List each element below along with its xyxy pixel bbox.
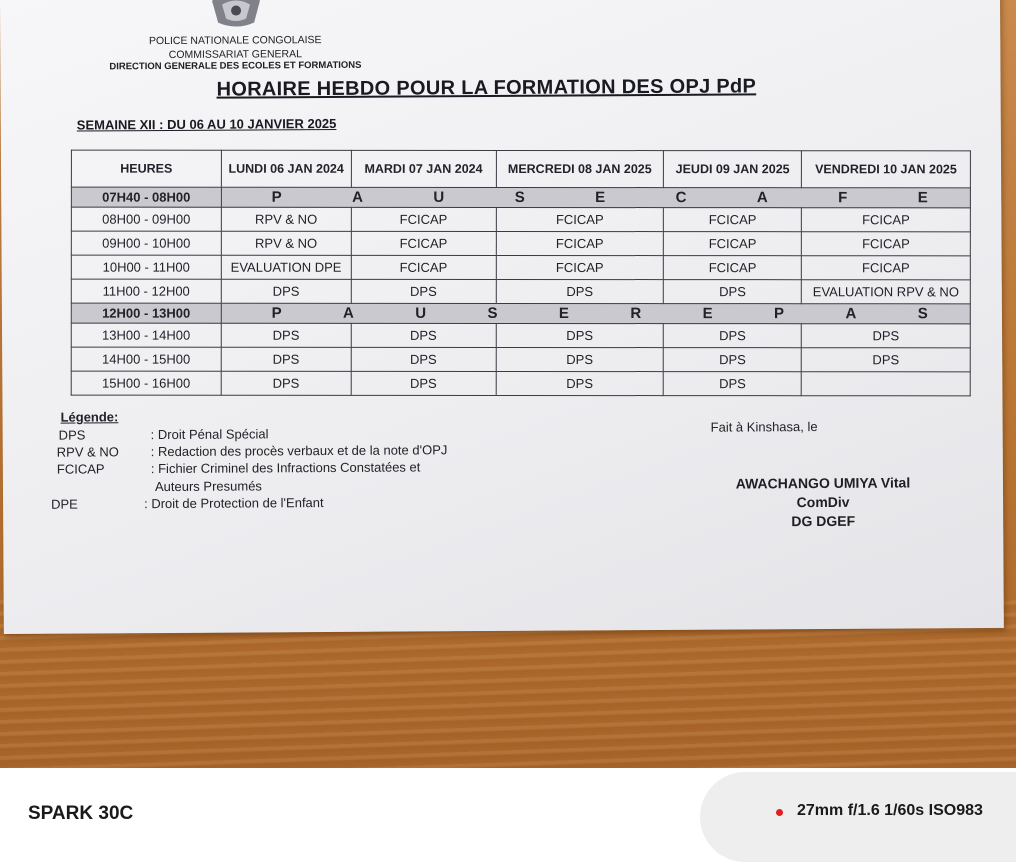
- pause-repas-letter: S: [917, 305, 930, 323]
- course-cell: [801, 372, 970, 396]
- column-header-tuesday: MARDI 07 JAN 2024: [351, 150, 496, 187]
- course-cell: DPS: [221, 279, 351, 303]
- pause-repas-time: 12H00 - 13H00: [71, 303, 221, 323]
- pause-cafe-letter: E: [595, 189, 608, 207]
- time-slot-cell: 09H00 - 10H00: [71, 231, 221, 255]
- course-cell: DPS: [664, 324, 802, 348]
- pause-cafe-letter: P: [271, 188, 284, 206]
- table-row: [71, 347, 970, 372]
- course-cell: RPV & NO: [221, 207, 351, 231]
- legend-key: RPV & NO: [56, 444, 119, 460]
- time-slot-cell: 10H00 - 11H00: [71, 255, 221, 279]
- course-cell: DPS: [496, 323, 664, 347]
- signatory-function: DG DGEF: [791, 512, 856, 530]
- pause-cafe-row: [71, 187, 970, 208]
- pause-repas-letter: P: [271, 304, 284, 322]
- column-header-hours: HEURES: [71, 150, 221, 187]
- course-cell: FCICAP: [496, 207, 664, 231]
- signatory-name: AWACHANGO UMIYA Vital: [735, 474, 911, 492]
- course-cell: DPS: [351, 371, 496, 395]
- legend-key: DPS: [58, 427, 86, 443]
- table-row: [71, 231, 970, 256]
- pause-repas-row: [71, 303, 970, 324]
- pause-cafe-time: 07H40 - 08H00: [71, 187, 221, 207]
- course-cell: FCICAP: [496, 255, 664, 279]
- pause-cafe-letter: S: [514, 188, 527, 206]
- table-row: [71, 371, 970, 396]
- time-slot-cell: 13H00 - 14H00: [71, 323, 221, 347]
- course-cell: DPS: [351, 323, 496, 347]
- course-cell: DPS: [496, 371, 664, 395]
- legend-key: FCICAP: [56, 461, 105, 477]
- pause-cafe-letter: U: [433, 188, 447, 206]
- course-cell: DPS: [496, 347, 664, 371]
- pause-cafe-label: [221, 187, 970, 208]
- legend-value: : Fichier Criminel des Infractions Constatées et: [150, 459, 421, 477]
- document-title: HORAIRE HEBDO POUR LA FORMATION DES OPJ PdP: [216, 75, 757, 101]
- course-cell: RPV & NO: [221, 231, 351, 255]
- course-cell: FCICAP: [496, 231, 664, 255]
- course-cell: FCICAP: [801, 256, 970, 280]
- table-row: [71, 323, 970, 348]
- course-cell: DPS: [221, 371, 351, 395]
- place-date-line: Fait à Kinshasa, le: [710, 419, 818, 435]
- signatory-rank: ComDiv: [796, 493, 850, 511]
- pause-repas-letter: A: [845, 305, 859, 323]
- legend-value: Auteurs Presumés: [154, 478, 262, 495]
- time-slot-cell: 14H00 - 15H00: [71, 347, 221, 371]
- table-row: [71, 207, 970, 232]
- pause-repas-letter: U: [415, 304, 429, 322]
- record-dot-icon: [776, 809, 783, 816]
- course-cell: DPS: [221, 323, 351, 347]
- column-header-thursday: JEUDI 09 JAN 2025: [664, 151, 802, 188]
- course-cell: DPS: [221, 347, 351, 371]
- pause-cafe-letter: C: [675, 189, 689, 207]
- pause-repas-label: [221, 303, 970, 324]
- pause-repas-letter: A: [342, 304, 356, 322]
- course-cell: EVALUATION RPV & NO: [801, 280, 970, 304]
- column-header-friday: VENDREDI 10 JAN 2025: [802, 151, 971, 188]
- time-slot-cell: 15H00 - 16H00: [71, 371, 221, 395]
- course-cell: FCICAP: [801, 208, 970, 232]
- table-row: [71, 279, 970, 304]
- header-line-direction: DIRECTION GENERALE DES ECOLES ET FORMATIONS: [109, 59, 362, 73]
- course-cell: DPS: [351, 279, 496, 303]
- table-row: [71, 255, 970, 280]
- pause-repas-letter: S: [487, 304, 500, 322]
- course-cell: DPS: [351, 347, 496, 371]
- header-line-police: POLICE NATIONALE CONGOLAISE: [148, 34, 322, 48]
- course-cell: FCICAP: [801, 232, 970, 256]
- course-cell: DPS: [801, 348, 970, 372]
- police-emblem-icon: [208, 0, 264, 29]
- pause-cafe-letter: F: [838, 189, 850, 207]
- course-cell: DPS: [801, 324, 970, 348]
- pause-repas-letter: R: [630, 305, 644, 323]
- course-cell: DPS: [664, 372, 802, 396]
- course-cell: FCICAP: [351, 207, 496, 231]
- pause-repas-letter: E: [558, 304, 571, 323]
- pause-cafe-letter: A: [756, 189, 770, 207]
- course-cell: FCICAP: [351, 255, 496, 279]
- course-cell: DPS: [496, 279, 664, 303]
- camera-settings-label: 27mm f/1.6 1/60s ISO983: [797, 802, 983, 819]
- course-cell: DPS: [664, 280, 802, 304]
- pause-cafe-letter: A: [352, 188, 365, 206]
- column-header-monday: LUNDI 06 JAN 2024: [221, 150, 351, 187]
- week-subtitle: SEMAINE XII : DU 06 AU 10 JANVIER 2025: [76, 115, 337, 133]
- legend-title: Légende:: [60, 409, 119, 425]
- course-cell: FCICAP: [664, 256, 802, 280]
- table-header-row: [71, 150, 970, 188]
- pause-repas-letter: E: [702, 305, 715, 323]
- course-cell: FCICAP: [351, 231, 496, 255]
- course-cell: EVALUATION DPE: [221, 255, 351, 279]
- time-slot-cell: 11H00 - 12H00: [71, 279, 221, 303]
- legend-value: : Redaction des procès verbaux et de la note d'OPJ: [150, 442, 448, 460]
- camera-model-label: SPARK 30C: [28, 803, 134, 824]
- legend-value: : Droit de Protection de l'Enfant: [144, 495, 324, 512]
- course-cell: FCICAP: [664, 232, 802, 256]
- column-header-wednesday: MERCREDI 08 JAN 2025: [496, 150, 664, 187]
- course-cell: DPS: [664, 348, 802, 372]
- schedule-table: [71, 150, 971, 397]
- time-slot-cell: 08H00 - 09H00: [71, 207, 221, 231]
- pause-cafe-letter: E: [917, 189, 930, 207]
- pause-repas-letter: P: [774, 305, 787, 323]
- header-line-commissariat: COMMISSARIAT GENERAL: [168, 48, 302, 61]
- legend-value: : Droit Pénal Spécial: [150, 426, 269, 443]
- legend-key: DPE: [51, 496, 78, 512]
- course-cell: FCICAP: [664, 208, 802, 232]
